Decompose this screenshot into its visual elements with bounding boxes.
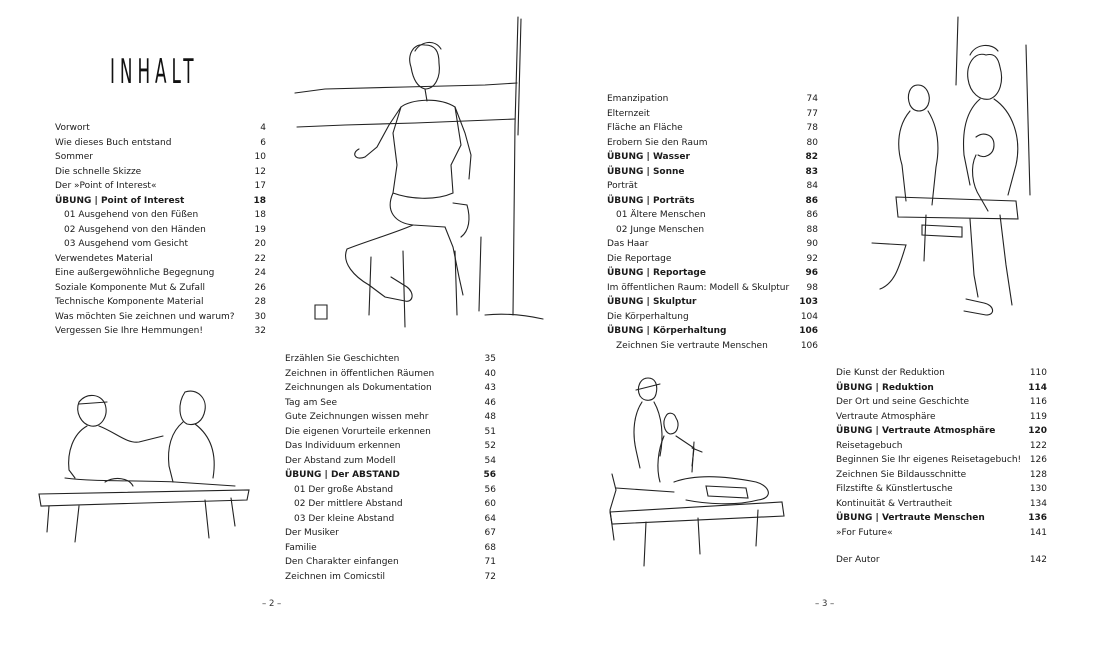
toc-entry-title: ÜBUNG | Vertraute Atmosphäre bbox=[836, 426, 996, 436]
toc-entry-page: 116 bbox=[1029, 397, 1047, 407]
toc-entry-page: 56 bbox=[483, 470, 496, 480]
left-page bbox=[0, 0, 551, 648]
toc-entry-page: 122 bbox=[1029, 440, 1047, 451]
toc-entry bbox=[607, 339, 818, 354]
toc-entry bbox=[607, 295, 818, 310]
toc-entry bbox=[285, 425, 496, 440]
toc-entry-title: Fläche an Fläche bbox=[607, 123, 683, 133]
toc-entry bbox=[607, 237, 818, 252]
toc-entry bbox=[607, 281, 818, 296]
toc-entry-page: 52 bbox=[484, 441, 496, 451]
toc-entry-page: 114 bbox=[1028, 382, 1047, 393]
toc-entry bbox=[607, 252, 818, 267]
toc-entry-title: Der Autor bbox=[836, 555, 880, 565]
toc-entry-page: 67 bbox=[484, 528, 496, 538]
toc-entry-page: 6 bbox=[260, 137, 266, 148]
toc-entry-page: 17 bbox=[254, 181, 266, 191]
toc-entry-title: Wie dieses Buch entstand bbox=[55, 137, 172, 148]
toc-entry-title: Reisetagebuch bbox=[836, 440, 903, 451]
toc-entry-page: 35 bbox=[484, 354, 496, 364]
toc-entry-title: Das Individuum erkennen bbox=[285, 441, 401, 451]
toc-entry bbox=[607, 136, 818, 151]
sketch-woman-with-child bbox=[866, 15, 1056, 335]
toc-entry bbox=[836, 497, 1047, 512]
toc-entry-title: ÜBUNG | Point of Interest bbox=[55, 195, 185, 206]
toc-column-4 bbox=[836, 366, 1047, 568]
toc-entry-title: ÜBUNG | Reportage bbox=[607, 268, 706, 278]
toc-entry-title: ÜBUNG | Sonne bbox=[607, 166, 685, 177]
toc-entry-page: 74 bbox=[806, 94, 818, 104]
toc-entry bbox=[607, 150, 818, 165]
toc-entry bbox=[55, 208, 266, 223]
toc-entry bbox=[607, 107, 818, 122]
toc-entry-title: Soziale Komponente Mut & Zufall bbox=[55, 282, 205, 293]
toc-entry bbox=[55, 136, 266, 151]
toc-entry bbox=[285, 512, 496, 527]
toc-entry bbox=[285, 381, 496, 396]
toc-entry-title: Der Musiker bbox=[285, 528, 339, 538]
toc-entry-title: Erobern Sie den Raum bbox=[607, 137, 708, 148]
toc-entry-page: 142 bbox=[1029, 555, 1047, 565]
toc-entry bbox=[836, 468, 1047, 483]
toc-entry-page: 130 bbox=[1029, 484, 1047, 494]
toc-entry-title: Porträt bbox=[607, 181, 638, 191]
toc-entry-title: Tag am See bbox=[285, 397, 338, 408]
toc-entry-title: Der »Point of Interest« bbox=[55, 181, 157, 191]
toc-entry bbox=[607, 310, 818, 325]
toc-entry-page: 48 bbox=[484, 412, 496, 422]
toc-entry bbox=[836, 424, 1047, 439]
toc-entry bbox=[607, 121, 818, 136]
sketch-people-on-bench bbox=[35, 382, 255, 552]
toc-entry-title: 02 Ausgehend von den Händen bbox=[64, 224, 206, 235]
toc-entry bbox=[285, 541, 496, 556]
toc-entry-title: 01 Ausgehend von den Füßen bbox=[64, 210, 199, 220]
toc-entry-page: 92 bbox=[806, 253, 818, 264]
toc-entry-page: 22 bbox=[254, 253, 266, 264]
toc-entry-page: 64 bbox=[484, 513, 496, 524]
toc-entry-title: Den Charakter einfangen bbox=[285, 557, 399, 567]
toc-column-2 bbox=[285, 352, 496, 584]
toc-entry-page: 119 bbox=[1029, 411, 1047, 422]
toc-entry-page: 103 bbox=[799, 297, 818, 307]
toc-entry bbox=[836, 553, 1047, 568]
toc-entry bbox=[285, 352, 496, 367]
toc-entry-page: 77 bbox=[806, 108, 818, 119]
toc-entry bbox=[55, 121, 266, 136]
toc-entry-page: 80 bbox=[806, 137, 818, 148]
toc-entry-title: Verwendetes Material bbox=[55, 253, 153, 264]
toc-entry-title: Im öffentlichen Raum: Modell & Skulptur bbox=[607, 282, 790, 293]
toc-entry-title: Zeichnen im Comicstil bbox=[285, 571, 386, 582]
toc-entry bbox=[836, 453, 1047, 468]
toc-entry-title: Der Ort und seine Geschichte bbox=[836, 397, 970, 407]
toc-entry-page: 18 bbox=[254, 210, 266, 220]
toc-entry-page: 84 bbox=[806, 181, 818, 191]
toc-entry-page: 24 bbox=[254, 268, 266, 278]
toc-entry-page: 51 bbox=[484, 426, 496, 437]
toc-entry-page: 28 bbox=[254, 297, 266, 307]
toc-entry-title: Die Reportage bbox=[607, 253, 672, 264]
toc-entry-page: 98 bbox=[806, 282, 818, 293]
toc-entry-title: ÜBUNG | Der ABSTAND bbox=[285, 470, 400, 480]
sketch-seated-man bbox=[285, 15, 550, 335]
toc-entry bbox=[836, 526, 1047, 541]
toc-entry bbox=[285, 483, 496, 498]
toc-entry-page: 88 bbox=[806, 224, 818, 235]
toc-entry-page: 19 bbox=[254, 224, 266, 235]
toc-entry bbox=[55, 281, 266, 296]
toc-entry-title: ÜBUNG | Vertraute Menschen bbox=[836, 513, 985, 523]
toc-entry-title: ÜBUNG | Skulptur bbox=[607, 297, 697, 307]
toc-entry-page: 106 bbox=[799, 326, 818, 336]
sketch-figures-at-table bbox=[606, 370, 786, 570]
toc-entry-page: 128 bbox=[1029, 469, 1047, 480]
toc-entry-page: 72 bbox=[484, 571, 496, 582]
toc-entry-title: 02 Junge Menschen bbox=[616, 224, 705, 235]
toc-entry-page: 4 bbox=[260, 123, 266, 133]
toc-entry bbox=[55, 237, 266, 252]
toc-entry-title: Kontinuität & Vertrautheit bbox=[836, 498, 952, 509]
toc-entry-title: Was möchten Sie zeichnen und warum? bbox=[55, 311, 235, 322]
toc-entry bbox=[55, 194, 266, 209]
toc-entry-title: Zeichnen Sie vertraute Menschen bbox=[616, 340, 768, 351]
toc-entry-page: 20 bbox=[254, 239, 266, 249]
toc-entry bbox=[55, 252, 266, 267]
toc-entry-title: Elternzeit bbox=[607, 108, 650, 119]
toc-entry bbox=[55, 165, 266, 180]
toc-entry-title: Vorwort bbox=[55, 123, 90, 133]
toc-entry-page: 12 bbox=[254, 166, 266, 177]
toc-entry-title: Der Abstand zum Modell bbox=[285, 455, 396, 466]
toc-entry-title: 03 Ausgehend vom Gesicht bbox=[64, 239, 188, 249]
toc-entry bbox=[836, 381, 1047, 396]
toc-entry-page: 40 bbox=[484, 368, 496, 379]
toc-entry bbox=[607, 165, 818, 180]
toc-entry-page: 104 bbox=[800, 311, 818, 322]
toc-entry-page: 10 bbox=[254, 152, 266, 162]
toc-entry bbox=[836, 439, 1047, 454]
toc-entry-page: 46 bbox=[484, 397, 496, 408]
toc-entry bbox=[607, 324, 818, 339]
toc-entry-page: 120 bbox=[1028, 426, 1047, 436]
toc-entry-page: 90 bbox=[806, 239, 818, 249]
toc-entry bbox=[285, 439, 496, 454]
toc-entry-title: Zeichnungen als Dokumentation bbox=[285, 383, 432, 393]
toc-entry bbox=[836, 395, 1047, 410]
toc-entry-page: 68 bbox=[484, 542, 496, 553]
toc-entry-title: Die eigenen Vorurteile erkennen bbox=[285, 426, 431, 437]
toc-entry bbox=[285, 468, 496, 483]
toc-entry-page: 56 bbox=[484, 484, 496, 495]
toc-entry-page: 30 bbox=[254, 311, 266, 322]
toc-entry-page: 86 bbox=[805, 195, 818, 206]
toc-entry-page: 54 bbox=[484, 455, 496, 466]
toc-entry bbox=[55, 179, 266, 194]
toc-entry bbox=[836, 410, 1047, 425]
toc-entry-page: 60 bbox=[484, 499, 496, 509]
toc-entry-title: Vertraute Atmosphäre bbox=[836, 411, 936, 422]
toc-column-1 bbox=[55, 121, 266, 339]
toc-entry bbox=[285, 526, 496, 541]
toc-entry-title: ÜBUNG | Porträts bbox=[607, 195, 695, 206]
toc-column-3 bbox=[607, 92, 818, 353]
toc-entry-title: Zeichnen in öffentlichen Räumen bbox=[285, 368, 435, 379]
toc-entry-page: 136 bbox=[1028, 513, 1047, 523]
toc-entry-title: 03 Der kleine Abstand bbox=[294, 513, 395, 524]
right-page bbox=[551, 0, 1103, 648]
toc-entry-title: Filzstifte & Künstlertusche bbox=[836, 484, 953, 494]
toc-entry-page: 32 bbox=[254, 326, 266, 336]
toc-entry-title: ÜBUNG | Körperhaltung bbox=[607, 326, 727, 336]
toc-entry-title: Die Kunst der Reduktion bbox=[836, 368, 945, 378]
toc-entry bbox=[285, 555, 496, 570]
toc-entry bbox=[285, 497, 496, 512]
toc-entry-page: 71 bbox=[484, 557, 496, 567]
toc-entry bbox=[285, 570, 496, 585]
toc-entry-title: ÜBUNG | Reduktion bbox=[836, 382, 934, 393]
toc-entry bbox=[55, 295, 266, 310]
toc-entry bbox=[607, 92, 818, 107]
page-number: – 2 – bbox=[262, 599, 282, 609]
toc-entry-page: 96 bbox=[805, 268, 818, 278]
toc-entry-page: 78 bbox=[806, 123, 818, 133]
toc-entry-page: 110 bbox=[1029, 368, 1047, 378]
toc-entry-page: 141 bbox=[1029, 527, 1047, 538]
toc-entry-page: 134 bbox=[1029, 498, 1047, 509]
page-number: – 3 – bbox=[815, 599, 835, 609]
toc-entry-title: Beginnen Sie Ihr eigenes Reisetagebuch! bbox=[836, 455, 1022, 465]
toc-entry bbox=[55, 266, 266, 281]
toc-entry bbox=[607, 223, 818, 238]
toc-entry-title: 01 Ältere Menschen bbox=[616, 210, 706, 220]
toc-entry-page: 106 bbox=[800, 340, 818, 351]
toc-entry bbox=[607, 179, 818, 194]
toc-entry bbox=[285, 367, 496, 382]
toc-entry-page: 26 bbox=[254, 282, 266, 293]
toc-entry bbox=[285, 396, 496, 411]
toc-entry-title: 02 Der mittlere Abstand bbox=[294, 499, 403, 509]
toc-entry-title: Die schnelle Skizze bbox=[55, 166, 142, 177]
toc-entry-page: 18 bbox=[253, 195, 266, 206]
toc-entry-title: Zeichnen Sie Bildausschnitte bbox=[836, 469, 967, 480]
toc-entry bbox=[836, 482, 1047, 497]
toc-entry bbox=[836, 366, 1047, 381]
toc-entry bbox=[55, 324, 266, 339]
toc-entry bbox=[285, 410, 496, 425]
toc-entry bbox=[55, 310, 266, 325]
toc-entry bbox=[607, 194, 818, 209]
toc-entry-page: 126 bbox=[1029, 455, 1047, 465]
toc-entry-title: Technische Komponente Material bbox=[55, 297, 204, 307]
toc-entry bbox=[55, 150, 266, 165]
toc-entry-title: Emanzipation bbox=[607, 94, 669, 104]
toc-entry-title: Sommer bbox=[55, 152, 93, 162]
toc-entry-page: 43 bbox=[484, 383, 496, 393]
toc-entry-title: 01 Der große Abstand bbox=[294, 484, 394, 495]
toc-entry-title: Eine außergewöhnliche Begegnung bbox=[55, 268, 215, 278]
toc-entry bbox=[607, 208, 818, 223]
toc-entry bbox=[55, 223, 266, 238]
toc-entry-title: Erzählen Sie Geschichten bbox=[285, 354, 400, 364]
toc-entry-title: Das Haar bbox=[607, 239, 649, 249]
toc-entry-page: 82 bbox=[805, 152, 818, 162]
toc-entry bbox=[607, 266, 818, 281]
toc-entry-title: ÜBUNG | Wasser bbox=[607, 152, 690, 162]
toc-entry-title: Familie bbox=[285, 542, 317, 553]
toc-entry bbox=[285, 454, 496, 469]
toc-entry-title: »For Future« bbox=[836, 527, 893, 538]
toc-entry-title: Gute Zeichnungen wissen mehr bbox=[285, 412, 429, 422]
toc-entry-title: Vergessen Sie Ihre Hemmungen! bbox=[55, 326, 203, 336]
toc-entry bbox=[836, 511, 1047, 526]
toc-entry-page: 86 bbox=[806, 210, 818, 220]
page-title: INHALT bbox=[110, 52, 199, 92]
toc-entry-page: 83 bbox=[805, 166, 818, 177]
toc-entry-title: Die Körperhaltung bbox=[607, 311, 689, 322]
